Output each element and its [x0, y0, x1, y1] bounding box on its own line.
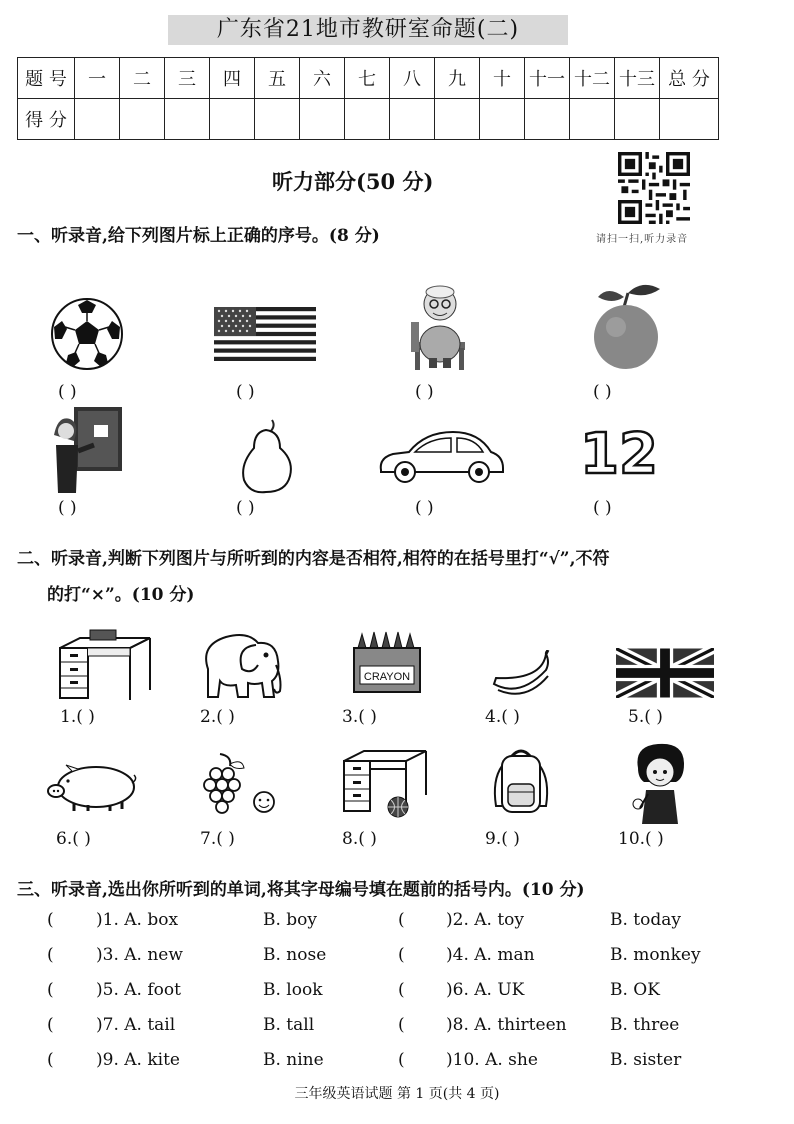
- car-icon: [375, 428, 507, 484]
- score-input-cell[interactable]: [390, 99, 435, 140]
- listening-section-title: 听力部分(50 分): [272, 169, 434, 194]
- choice-question: )10. A. she: [446, 1050, 538, 1070]
- score-label-cell: 得 分: [18, 99, 75, 140]
- choice-bracket[interactable]: (: [398, 945, 405, 965]
- choice-question: )6. A. UK: [446, 980, 525, 1000]
- usa-flag-icon: [214, 307, 316, 361]
- score-input-cell[interactable]: [570, 99, 615, 140]
- answer-bracket[interactable]: ( ): [593, 498, 612, 518]
- score-table-cell: 八: [390, 58, 435, 99]
- choice-bracket[interactable]: (: [398, 1015, 405, 1035]
- choice-bracket[interactable]: (: [47, 910, 54, 930]
- number-12-icon: 12: [580, 422, 658, 487]
- score-input-cell[interactable]: [165, 99, 210, 140]
- score-input-cell[interactable]: [210, 99, 255, 140]
- answer-label[interactable]: 8.( ): [342, 829, 377, 849]
- pear-icon: [236, 418, 294, 494]
- desk-ball-icon: [340, 745, 430, 819]
- grapes-icon: [200, 752, 278, 818]
- choice-option-b: B. three: [610, 1015, 680, 1035]
- score-table-cell: 十: [480, 58, 525, 99]
- choice-option-b: B. nose: [263, 945, 327, 965]
- score-input-cell[interactable]: [75, 99, 120, 140]
- score-input-cell[interactable]: [525, 99, 570, 140]
- choice-question: )3. A. new: [96, 945, 183, 965]
- score-input-cell[interactable]: [255, 99, 300, 140]
- score-table-cell: 一: [75, 58, 120, 99]
- score-table-cell: 四: [210, 58, 255, 99]
- answer-label[interactable]: 5.( ): [628, 707, 663, 727]
- answer-label[interactable]: 9.( ): [485, 829, 520, 849]
- crayons-icon: [352, 628, 424, 694]
- score-table: [17, 57, 719, 140]
- score-table-cell: 十二: [570, 58, 615, 99]
- choice-bracket[interactable]: (: [47, 1050, 54, 1070]
- answer-label[interactable]: 2.( ): [200, 707, 235, 727]
- score-table-cell: 十三: [615, 58, 660, 99]
- choice-option-b: B. nine: [263, 1050, 324, 1070]
- orange-icon: [590, 277, 662, 373]
- choice-bracket[interactable]: (: [398, 980, 405, 1000]
- qr-code-icon[interactable]: [618, 152, 690, 224]
- choice-bracket[interactable]: (: [47, 1015, 54, 1035]
- score-table-cell: 题 号: [18, 58, 75, 99]
- choice-option-b: B. monkey: [610, 945, 701, 965]
- choice-option-b: B. tall: [263, 1015, 315, 1035]
- answer-bracket[interactable]: ( ): [415, 498, 434, 518]
- choice-option-b: B. today: [610, 910, 681, 930]
- choice-question: )1. A. box: [96, 910, 179, 930]
- score-table-cell: 十一: [525, 58, 570, 99]
- score-table-cell: 五: [255, 58, 300, 99]
- backpack-icon: [490, 748, 552, 818]
- pig-icon: [44, 763, 138, 813]
- score-table-cell: 三: [165, 58, 210, 99]
- qr-caption: 请扫一扫,听力录音: [596, 234, 689, 245]
- section2-heading-line1: 二、听录音,判断下列图片与所听到的内容是否相符,相符的在括号里打“√”,不符: [17, 549, 610, 569]
- score-input-cell[interactable]: [480, 99, 525, 140]
- choice-bracket[interactable]: (: [398, 910, 405, 930]
- score-table-cell: 六: [300, 58, 345, 99]
- score-table-score-row: [18, 99, 719, 140]
- choice-bracket[interactable]: (: [47, 945, 54, 965]
- page-footer: 三年级英语试题 第 1 页(共 4 页): [294, 1086, 500, 1102]
- choice-question: )8. A. thirteen: [446, 1015, 567, 1035]
- choice-option-b: B. OK: [610, 980, 660, 1000]
- girl-icon: [630, 742, 692, 828]
- answer-bracket[interactable]: ( ): [593, 382, 612, 402]
- answer-bracket[interactable]: ( ): [236, 382, 255, 402]
- score-table-cell: 总 分: [660, 58, 719, 99]
- score-input-cell[interactable]: [435, 99, 480, 140]
- score-table-header-row: [18, 58, 719, 99]
- score-table-cell: 九: [435, 58, 480, 99]
- desk-icon: [56, 628, 152, 704]
- choice-question: )7. A. tail: [96, 1015, 176, 1035]
- soccer-ball-icon: [50, 297, 124, 371]
- section2-heading-line2: 的打“×”。(10 分): [47, 585, 195, 605]
- choice-question: )5. A. foot: [96, 980, 181, 1000]
- score-input-cell[interactable]: [660, 99, 719, 140]
- answer-bracket[interactable]: ( ): [58, 382, 77, 402]
- grandpa-icon: [405, 282, 475, 374]
- uk-flag-icon: [616, 648, 714, 698]
- answer-label[interactable]: 10.( ): [618, 829, 664, 849]
- choice-question: )4. A. man: [446, 945, 535, 965]
- choice-option-b: B. sister: [610, 1050, 682, 1070]
- score-table-cell: 七: [345, 58, 390, 99]
- score-input-cell[interactable]: [345, 99, 390, 140]
- choice-question: )9. A. kite: [96, 1050, 180, 1070]
- choice-question: )2. A. toy: [446, 910, 525, 930]
- answer-label[interactable]: 7.( ): [200, 829, 235, 849]
- answer-label[interactable]: 4.( ): [485, 707, 520, 727]
- choice-bracket[interactable]: (: [398, 1050, 405, 1070]
- exam-title: 广东省21地市教研室命题(二): [168, 15, 568, 45]
- teacher-icon: [52, 405, 124, 495]
- answer-bracket[interactable]: ( ): [415, 382, 434, 402]
- section1-heading: 一、听录音,给下列图片标上正确的序号。(8 分): [17, 226, 380, 246]
- section3-heading: 三、听录音,选出你所听到的单词,将其字母编号填在题前的括号内。(10 分): [17, 880, 585, 900]
- answer-bracket[interactable]: ( ): [58, 498, 77, 518]
- score-input-cell[interactable]: [615, 99, 660, 140]
- score-input-cell[interactable]: [300, 99, 345, 140]
- elephant-icon: [196, 625, 284, 699]
- crayon-label: CRAYON: [363, 671, 411, 683]
- answer-label[interactable]: 6.( ): [56, 829, 91, 849]
- answer-label[interactable]: 3.( ): [342, 707, 377, 727]
- choice-option-b: B. look: [263, 980, 323, 1000]
- answer-bracket[interactable]: ( ): [236, 498, 255, 518]
- choice-bracket[interactable]: (: [47, 980, 54, 1000]
- score-table-cell: 二: [120, 58, 165, 99]
- choice-option-b: B. boy: [263, 910, 318, 930]
- banana-icon: [490, 650, 552, 698]
- score-input-cell[interactable]: [120, 99, 165, 140]
- answer-label[interactable]: 1.( ): [60, 707, 95, 727]
